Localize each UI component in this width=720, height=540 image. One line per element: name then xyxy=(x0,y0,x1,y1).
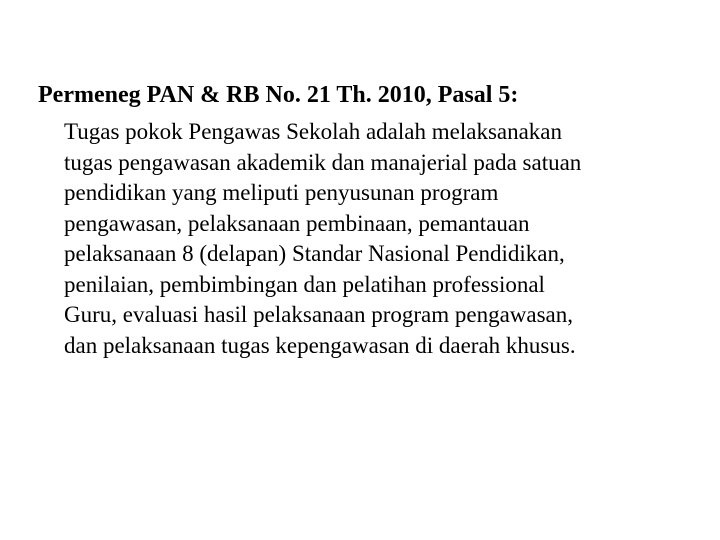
body-line: Tugas pokok Pengawas Sekolah adalah melaksanakan xyxy=(64,119,563,144)
slide-body-text xyxy=(64,117,704,361)
body-line: tugas pengawasan akademik dan manajerial pada satuan xyxy=(64,149,582,175)
slide-heading: Permeneg PAN & RB No. 21 Th. 2010, Pasal 5: xyxy=(38,82,519,108)
body-line: penilaian, pembimbingan dan pelatihan professional xyxy=(64,271,545,297)
body-line: dan pelaksanaan tugas kepengawasan di daerah khusus. xyxy=(64,332,576,358)
body-line: Guru, evaluasi hasil pelaksanaan program pengawasan, xyxy=(64,302,574,327)
body-line: pengawasan, pelaksanaan pembinaan, pemantauan xyxy=(64,210,530,236)
body-line: pelaksanaan 8 (delapan) Standar Nasional Pendidikan, xyxy=(64,241,565,266)
body-line: pendidikan yang meliputi penyusunan program xyxy=(64,180,499,205)
